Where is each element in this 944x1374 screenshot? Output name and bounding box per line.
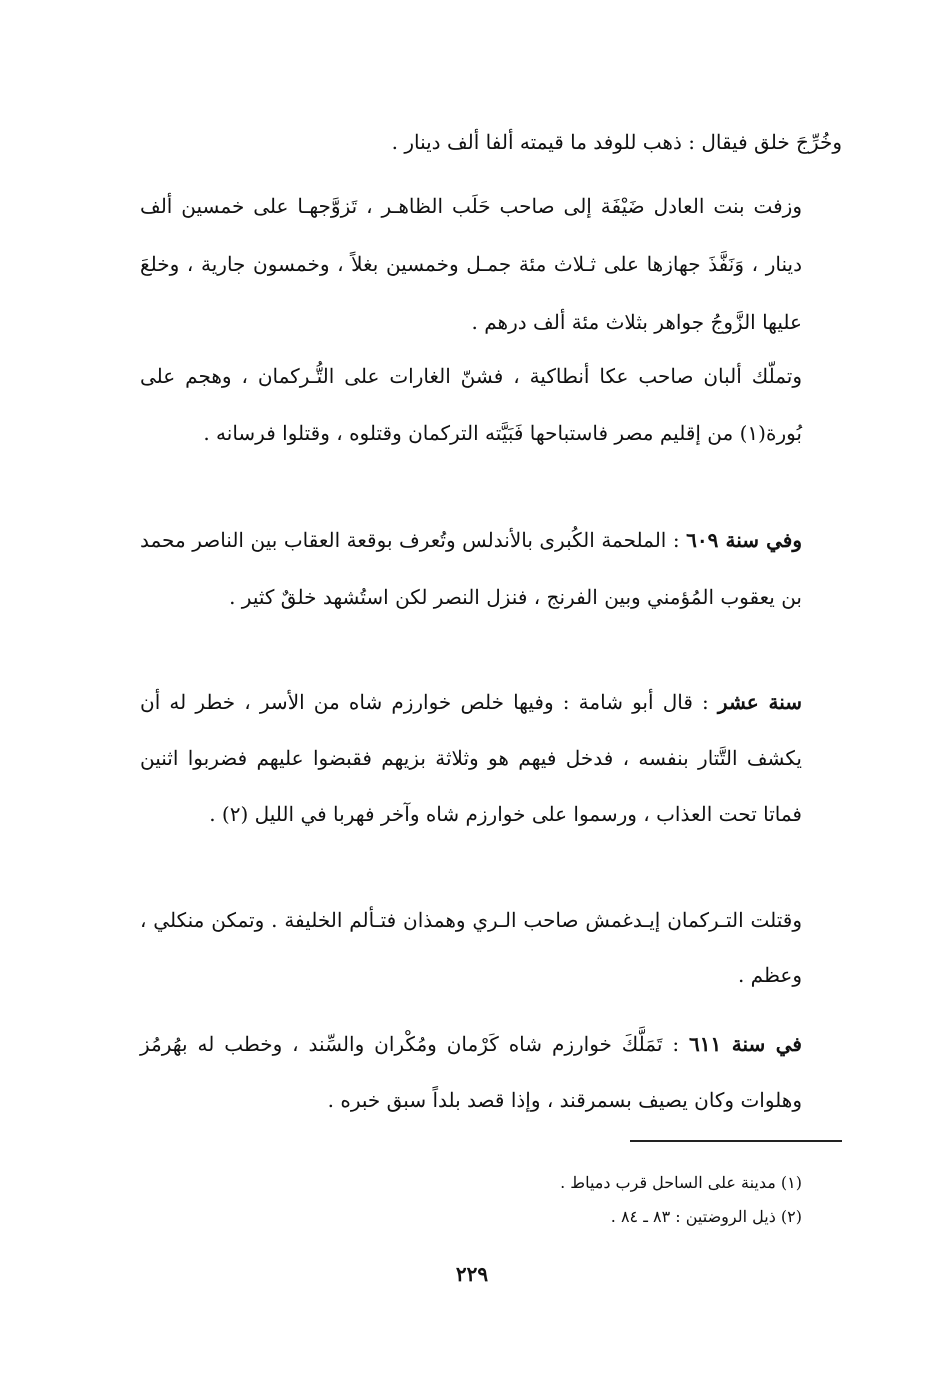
- footnote-2: (٢) ذيل الروضتين : ٨٣ ـ ٨٤ .: [610, 1207, 802, 1226]
- paragraph-1-text: وخُرِّجَ خلق فيقال : ذهب للوفد ما قيمته ألفا ألف دينار .: [391, 130, 842, 154]
- paragraph-7: [140, 1016, 842, 1128]
- page-number: ٢٢٩: [455, 1262, 489, 1286]
- footnote-divider: [630, 1140, 842, 1142]
- paragraph-4: [140, 512, 842, 626]
- paragraph-6: [140, 893, 842, 1003]
- paragraph-4-text: : الملحمة الكُبرى بالأندلس وتُعرف بوقعة العقاب بين الناصر محمد بن يعقوب المُؤمني وبين الفرنج ، فنزل النصر لكن استُشهد خلقٌ كثير .: [140, 528, 802, 609]
- paragraph-5-text: : قال أبو شامة : وفيها خلص خوارزم شاه من الأسر ، خطر له أن يكشف التَّتار بنفسه ، فدخل فيهم هو وثلاثة بزيهم فقبضوا عليهم فضربوا اثنين فماتا تحت العذاب ، ورسموا على خوارزم شاه وآخر فهربا في الليل (٢) .: [140, 690, 802, 826]
- paragraph-7-text: : تَمَلَّكَ خوارزم شاه كَرْمان ومُكْران والسِّند ، وخطب له بهُرمُز وهلوات وكان يصيف بسمرقند ، وإذا قصد بلداً سبق خبره .: [140, 1032, 802, 1112]
- paragraph-7-lead: في سنة ٦١١: [688, 1032, 802, 1056]
- paragraph-5: [140, 674, 842, 842]
- paragraph-6-text: وقتلت التـركمان إيـدغمش صاحب الـري وهمذان فتـألم الخليفة . وتمكن منكلي ، وعظم .: [140, 908, 802, 987]
- paragraph-2-text: وزفت بنت العادل ضَيْفَة إلى صاحب حَلَب الظاهـر ، تَزوَّجهـا على خمسين ألف دينار ، وَنَفَّذَ جهازها على ثـلاث مئة جمـل وخمسين بغلاً ، وخمسون جارية ، وخلعَ عليها الزَّوجُ جواهر بثلاث مئة ألف درهم .: [140, 194, 802, 334]
- footnote-1: (١) مدينة على الساحل قرب دمياط .: [560, 1173, 802, 1192]
- paragraph-5-lead: سنة عشر: [717, 690, 802, 714]
- paragraph-4-lead: وفي سنة ٦٠٩: [686, 528, 802, 552]
- paragraph-2: [140, 177, 842, 351]
- footnotes: [182, 1166, 802, 1234]
- paragraph-1: [180, 114, 842, 171]
- paragraph-3: [140, 348, 842, 462]
- paragraph-3-text: وتملّك ألبان صاحب عكا أنطاكية ، فشنّ الغارات على التُّـركمان ، وهجم على بُورة(١) من إقليم مصر فاستباحها فَبَيَّته التركمان وقتلوه ، وقتلوا فرسانه .: [140, 364, 802, 445]
